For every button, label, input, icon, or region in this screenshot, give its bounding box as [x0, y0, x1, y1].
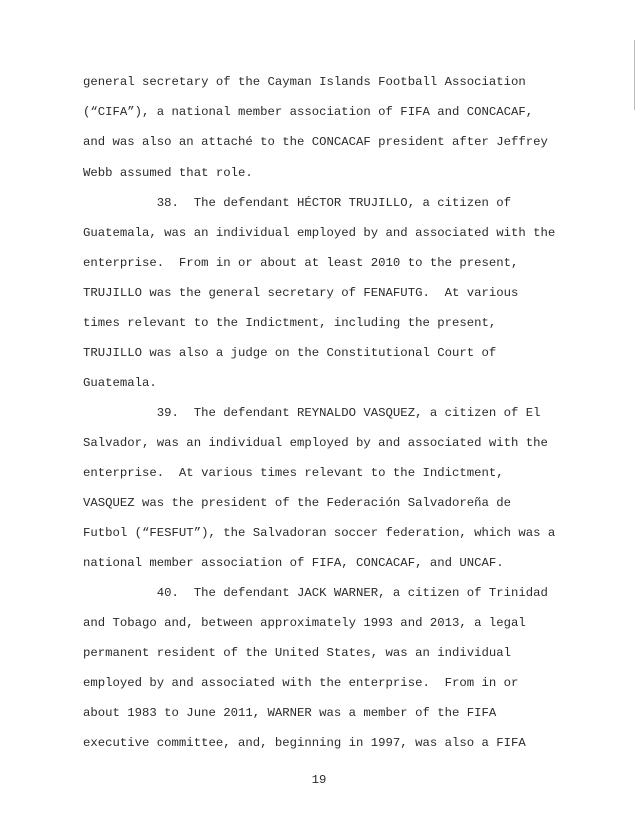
text-line: and Tobago and, between approximately 1993 and 2013, a legal: [83, 616, 526, 630]
paragraph-38-start: 38. The defendant HÉCTOR TRUJILLO, a citizen of: [83, 196, 512, 210]
paragraph-39-start: 39. The defendant REYNALDO VASQUEZ, a citizen of El: [83, 406, 541, 420]
text-line: enterprise. At various times relevant to the Indictment,: [83, 466, 504, 480]
text-line: Guatemala, was an individual employed by and associated with the: [83, 226, 556, 240]
text-line: (“CIFA”), a national member association of FIFA and CONCACAF,: [83, 105, 534, 119]
text-line: national member association of FIFA, CONCACAF, and UNCAF.: [83, 556, 504, 570]
text-line: TRUJILLO was also a judge on the Constitutional Court of: [83, 346, 497, 360]
text-line: VASQUEZ was the president of the Federación Salvadoreña de: [83, 496, 512, 510]
scan-edge-mark: [634, 40, 635, 110]
text-line: permanent resident of the United States, was an individual: [83, 646, 512, 660]
text-line: executive committee, and, beginning in 1997, was also a FIFA: [83, 736, 526, 750]
text-line: Salvador, was an individual employed by and associated with the: [83, 436, 548, 450]
text-line: and was also an attaché to the CONCACAF president after Jeffrey: [83, 135, 548, 149]
text-line: Webb assumed that role.: [83, 166, 253, 180]
text-line: times relevant to the Indictment, including the present,: [83, 316, 497, 330]
paragraph-40-start: 40. The defendant JACK WARNER, a citizen of Trinidad: [83, 586, 548, 600]
text-line: general secretary of the Cayman Islands Football Association: [83, 75, 526, 89]
text-line: TRUJILLO was the general secretary of FENAFUTG. At various: [83, 286, 519, 300]
text-line: Guatemala.: [83, 376, 157, 390]
text-line: about 1983 to June 2011, WARNER was a member of the FIFA: [83, 706, 497, 720]
page-number: 19: [311, 773, 327, 787]
text-line: enterprise. From in or about at least 2010 to the present,: [83, 256, 519, 270]
text-line: Futbol (“FESFUT”), the Salvadoran soccer federation, which was a: [83, 526, 556, 540]
text-line: employed by and associated with the enterprise. From in or: [83, 676, 519, 690]
